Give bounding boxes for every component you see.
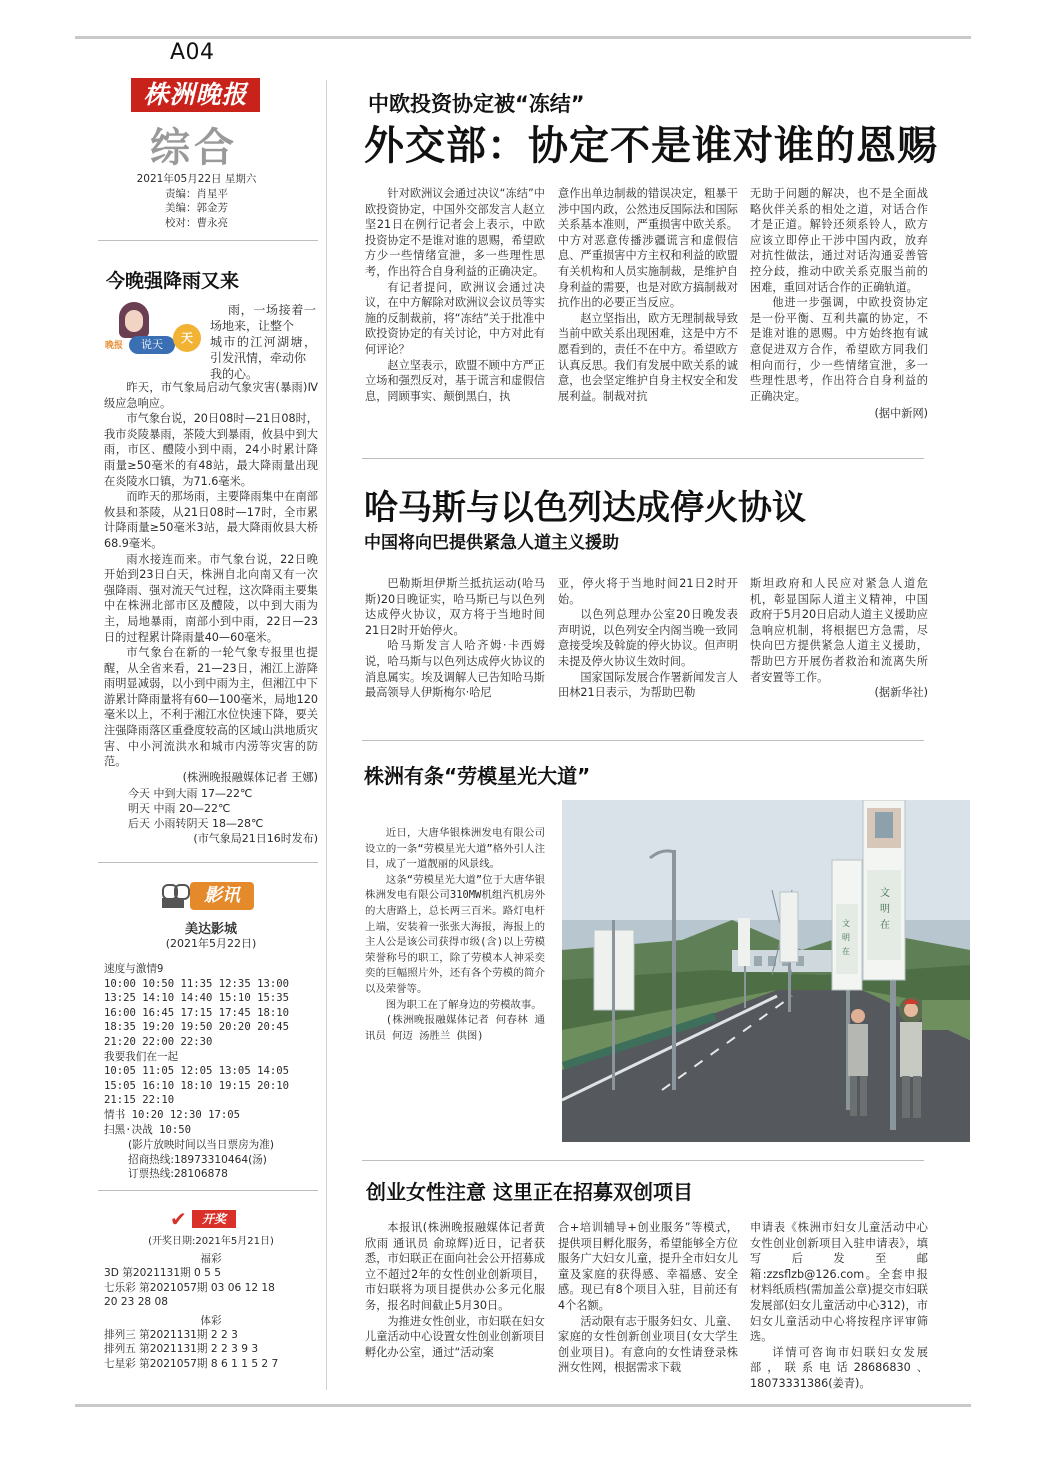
editor: 责编：肖星平 — [165, 187, 228, 200]
article3-photo — [562, 800, 970, 1142]
schedule-line: 情书 10:20 12:30 17:05 — [104, 1108, 240, 1121]
article2-title: 哈马斯与以色列达成停火协议 — [364, 488, 806, 528]
article4-paragraph: 合+培训辅导+创业服务”等模式，提供项目孵化服务，希望能够全方位服务广大妇女儿童，提升全市妇女儿童及家庭的获得感、幸福感、安全感。现已有8个项目入驻，目前还有4个名额。 — [558, 1221, 738, 1312]
column-separator — [326, 80, 327, 1390]
article4-paragraph: 申请表《株洲市妇女儿童活动中心女性创业创新项目入驻申请表》，填写后发至邮箱:zzsflzb@126.com。全套申报材料纸质档(需加盖公章)提交市妇联发展部(妇女儿童活动中心312)，市妇女儿童活动中心将按程序评审筛选。 — [750, 1221, 928, 1344]
weather-lead-line: 城市的江河湖塘，引发汛情，牵动你 — [210, 335, 316, 365]
article4-paragraph: 本报讯(株洲晚报融媒体记者黄欣雨 通讯员 俞琼辉)近日，记者获悉，市妇联正在面向社会公开招募成立不超过2年的女性创业创新项目，市妇联将为项目提供办公多元化服务，报名时间截止5月30日。 — [365, 1221, 545, 1312]
road-scene-illustration — [562, 800, 970, 1142]
film-camera-icon — [160, 884, 188, 910]
lottery-results — [104, 1252, 318, 1371]
proofreader: 校对：曹永亮 — [165, 216, 228, 229]
weather-lead-line: 雨，一场接着一场地来，让整个 — [210, 303, 316, 333]
lottery-line: 排列三 第2021131期 2 2 3 — [104, 1329, 238, 1342]
weather-title: 今晚强降雨又来 — [106, 270, 240, 292]
forecast-row: 明天 中雨 20—22℃ — [128, 802, 231, 815]
article1-paragraph: 针对欧洲议会通过决议“冻结”中欧投资协定，中国外交部发言人赵立坚21日在例行记者会上表示，中欧投资协定不是谁对谁的恩赐，希望欧方少一些情绪宣泄，多一些理性思考，作出符合自身利益的正确决定。 — [365, 187, 545, 278]
article2-paragraph: 以色列总理办公室20日晚发表声明说，以色列安全内阁当晚一致同意接受埃及斡旋的停火协议。但声明未提及停火协议生效时间。 — [558, 608, 738, 668]
article2-col3 — [750, 576, 928, 701]
paper-logo — [131, 78, 260, 112]
cinema-logo — [160, 880, 260, 914]
weather-forecast — [128, 786, 318, 846]
checkmark-icon: ✔ — [170, 1207, 187, 1231]
weather-logo: 说天 — [129, 336, 175, 354]
cinema-note: (影片放映时间以当日票房为准) — [128, 1139, 274, 1151]
weather-body — [104, 380, 318, 785]
cinema-name: 美达影城 — [184, 922, 237, 937]
schedule-line: 18:35 19:20 19:50 20:20 20:45 — [104, 1021, 289, 1034]
forecast-source: (市气象局21日16时发布) — [193, 832, 318, 845]
article4-col1 — [365, 1220, 545, 1360]
weather-paragraph: 昨天，市气象局启动气象灾害(暴雨)Ⅳ级应急响应。 — [104, 381, 318, 410]
lottery-line: 七乐彩 第2021057期 03 06 12 18 — [104, 1281, 275, 1294]
caption-paragraph: 图为职工在了解身边的劳模故事。 — [385, 998, 542, 1011]
welfare-title: 福彩 — [200, 1253, 222, 1265]
article2-paragraph: 巴勒斯坦伊斯兰抵抗运动(哈马斯)20日晚证实，哈马斯已与以色列达成停火协议，双方将于当地时间21日2时开始停火。 — [365, 577, 545, 637]
cinema-date: (2021年5月22日) — [165, 937, 257, 950]
lottery-line: 3D 第2021131期 0 5 5 — [104, 1267, 221, 1280]
caption-paragraph: 近日，大唐华银株洲发电有限公司设立的一条“劳模星光大道”格外引人注目，成了一道靓丽的风景线。 — [365, 827, 545, 871]
weather-paragraph: 市气象台在新的一轮气象专报里也提醒，从全省来看，21—23日，湘江上游降雨明显减弱，以小到中雨为主，但湘江中下游累计降雨量将有60—100毫米，局地120毫米以上，不利于湘江水位快速下降，要关注强降雨落区重叠度较高的区域山洪地质灾害、中小河流洪水和城市内涝等灾害的防范。 — [104, 646, 318, 769]
top-bar — [75, 36, 971, 39]
article4-col2 — [558, 1220, 738, 1376]
page-number: A04 — [170, 40, 215, 65]
lottery-logo-text: 开奖 — [192, 1210, 236, 1228]
article3-title: 株洲有条“劳模星光大道” — [364, 764, 591, 788]
left-divider-top — [98, 240, 318, 241]
schedule-line: 21:20 22:00 22:30 — [104, 1035, 213, 1048]
article1-paragraph: 意作出单边制裁的错误决定，粗暴干涉中国内政，公然违反国际法和国际关系基本准则，严重损害中欧关系。中方对恶意传播涉疆谎言和虚假信息、严重损害中方主权和利益的欧盟有关机构和人员实施制裁，是维护自身利益的需要，也是对欧方搞制裁对抗作出的必要正当反应。 — [558, 187, 738, 310]
divider-1 — [362, 458, 924, 459]
schedule-line: 16:00 16:45 17:15 17:45 18:10 — [104, 1006, 289, 1019]
article1-source: (据中新网) — [874, 407, 928, 421]
article3-caption — [365, 826, 545, 1044]
sports-title: 体彩 — [200, 1314, 222, 1327]
lottery-date: (开奖日期:2021年5月21日) — [148, 1236, 274, 1247]
article2-source: (据新华社) — [874, 686, 928, 700]
cinema-logo-text: 影讯 — [190, 882, 254, 910]
article1-col3 — [750, 186, 928, 422]
article2-paragraph: 斯坦政府和人民应对紧急人道危机，彰显国际人道主义精神，中国政府于5月20日启动人道主义援助应急响应机制，将根据巴方急需，尽快向巴方提供紧急人道主义援助，帮助巴方开展伤者救治和流离失所者安置等工作。 — [750, 577, 928, 684]
schedule-line: 速度与激情9 — [104, 963, 164, 975]
svg-text:在: 在 — [842, 947, 850, 956]
article4-col3 — [750, 1220, 928, 1392]
issue-date: 2021年05月22日 星期六 — [136, 173, 257, 185]
cinema-schedule — [104, 962, 318, 1137]
weather-logo-sub: 晚报 — [105, 341, 124, 351]
article1-paragraph: 有记者提问，欧洲议会通过决议，在中方解除对欧洲议会议员等实施的反制裁前，将“冻结”关于批准中欧投资协定的有关讨论，中方对此有何评论？ — [365, 280, 545, 356]
schedule-line: 15:05 16:10 18:10 19:15 20:10 — [104, 1079, 289, 1092]
svg-text:明: 明 — [880, 904, 890, 915]
banner-text: 文 — [880, 888, 890, 899]
article2-col2 — [558, 576, 738, 701]
schedule-line: 扫黑·决战 10:50 — [104, 1123, 192, 1136]
schedule-line: 10:05 11:05 12:05 13:05 14:05 — [104, 1065, 289, 1078]
article1-paragraph: 赵立坚表示，欧盟不顾中方严正立场和强烈反对，基于谎言和虚假信息，罔顾事实、颠倒黑白，执 — [365, 358, 545, 403]
schedule-line: 我要我们在一起 — [104, 1050, 179, 1063]
divider-2 — [362, 740, 924, 741]
article1-paragraph: 他进一步强调，中欧投资协定是一份平衡、互利共赢的协定，不是谁对谁的恩赐。中方始终抱有诚意促进双方合作，希望欧方同我们相向而行，少一些情绪宣泄，多一些理性思考，作出符合自身利益的正确决定。 — [750, 296, 928, 403]
article4-paragraph: 详情可咨询市妇联妇女发展部，联系电话28686830、18073331386(姜青)。 — [750, 1345, 928, 1390]
article1-col2 — [558, 186, 738, 404]
article4-paragraph: 活动限有志于服务妇女、儿童、家庭的女性创新创业项目(女大学生创业项目)。有意向的女性请登录株洲女性网，根据需求下载 — [558, 1314, 738, 1375]
article1-paragraph: 赵立坚指出，欧方无理制裁导致当前中欧关系出现困难，这是中方不愿看到的，责任不在中方。希望欧方认真反思。我们有发展中欧关系的诚意，也会坚定维护自身主权安全和发展利益。制裁对抗 — [558, 311, 738, 403]
bottom-bar — [75, 1404, 971, 1407]
cinema-contacts — [128, 1138, 318, 1182]
schedule-line: 13:25 14:10 14:40 15:10 15:35 — [104, 992, 289, 1005]
lottery-line: 七星彩 第2021057期 8 6 1 1 5 2 7 — [104, 1357, 279, 1370]
forecast-row: 后天 小雨转阴天 18—28℃ — [128, 817, 264, 830]
article1-title: 外交部：协定不是谁对谁的恩赐 — [364, 123, 938, 169]
cinema-ticket: 订票热线:28106878 — [128, 1168, 228, 1181]
weather-lead-line: 我的心。 — [210, 367, 259, 381]
weather-lead — [210, 302, 316, 382]
weather-paragraph: 雨水接连而来。市气象台说，22日晚开始到23日白天，株洲自北向南又有一次强降雨、强对流天气过程，这次降雨主要集中在株洲北部市区及醴陵，以中到大雨为主，局地暴雨，南部小到中雨，22日—23日的过程累计降雨量40—60毫米。 — [104, 552, 318, 644]
sun-icon: 天 — [173, 324, 201, 352]
schedule-line: 10:00 10:50 11:35 12:35 13:00 — [104, 977, 289, 990]
weather-paragraph: 市气象台说，20日08时—21日08时，我市炎陵暴雨，茶陵大到暴雨，攸县中到大雨，市区、醴陵小到中雨，24小时累计降雨量≥50毫米的有48站，最大降雨量出现在炎陵水口镇，为71.6毫米。 — [104, 412, 318, 488]
lottery-logo — [170, 1208, 246, 1230]
article1-col1 — [365, 186, 545, 404]
article2-paragraph: 亚，停火将于当地时间21日2时开始。 — [558, 577, 738, 606]
article1-kicker: 中欧投资协定被“冻结” — [368, 92, 585, 116]
schedule-line: 21:15 22:10 — [104, 1094, 175, 1107]
forecast-row: 今天 中到大雨 17—22℃ — [128, 787, 253, 800]
article2-subtitle: 中国将向巴提供紧急人道主义援助 — [364, 533, 619, 553]
weather-badge — [103, 298, 207, 360]
svg-text:明: 明 — [842, 933, 850, 942]
designer: 美编：郭金芳 — [165, 202, 228, 214]
article2-col1 — [365, 576, 545, 701]
left-divider-mid — [98, 862, 318, 863]
article1-paragraph: 无助于问题的解决，也不是全面战略伙伴关系的相处之道，对话合作才是正道。解铃还须系铃人，欧方应该立即停止干涉中国内政，放弃对抗性做法，通过对话沟通妥善管控分歧，推动中欧关系克服当前的困难，重回对话合作的正确轨道。 — [750, 187, 928, 294]
article2-paragraph: 哈马斯发言人哈齐姆·卡西姆说，哈马斯与以色列达成停火协议的消息属实。埃及调解人已告知哈马斯最高领导人伊斯梅尔·哈尼 — [365, 639, 545, 700]
article4-title: 创业女性注意 这里正在招募双创项目 — [366, 1180, 693, 1204]
caption-paragraph: 这条“劳模星光大道”位于大唐华银株洲发电有限公司310MW机组汽机房外的大唐路上，总长两三百米。路灯电杆上端，安装着一张张大海报，海报上的主人公是该公司获得市级(含)以上劳模荣誉称号的职工，除了劳模本人神采奕奕的巨幅照片外，还有各个劳模的简介以及荣誉等。 — [365, 873, 545, 995]
lottery-line: 20 23 28 08 — [104, 1296, 169, 1309]
article2-paragraph: 国家国际发展合作署新闻发言人田林21日表示，为帮助巴勒 — [558, 670, 738, 700]
article4-paragraph: 为推进女性创业，市妇联在妇女儿童活动中心设置女性创业创新项目孵化办公室，通过“活动案 — [365, 1314, 545, 1359]
divider-3 — [362, 1160, 924, 1161]
svg-text:文: 文 — [842, 919, 850, 928]
left-divider-bottom — [98, 1190, 318, 1191]
paper-logo-text: 株洲晚报 — [143, 80, 248, 109]
section-name: 综合 — [150, 124, 238, 171]
weather-paragraph: 而昨天的那场雨，主要降雨集中在南部攸县和茶陵，从21日08时—17时，全市累计降雨量≥50毫米3站，最大降雨攸县大桥68.9毫米。 — [104, 490, 318, 550]
svg-text:在: 在 — [880, 920, 890, 931]
lottery-line: 排列五 第2021131期 2 2 3 9 3 — [104, 1343, 259, 1356]
caption-byline: (株洲晚报融媒体记者 何春林 通讯员 何迈 汤胜兰 供图) — [365, 1014, 545, 1042]
cinema-hotline: 招商热线:18973310464(汤) — [128, 1153, 267, 1166]
weather-byline: (株洲晚报融媒体记者 王娜) — [182, 770, 318, 784]
